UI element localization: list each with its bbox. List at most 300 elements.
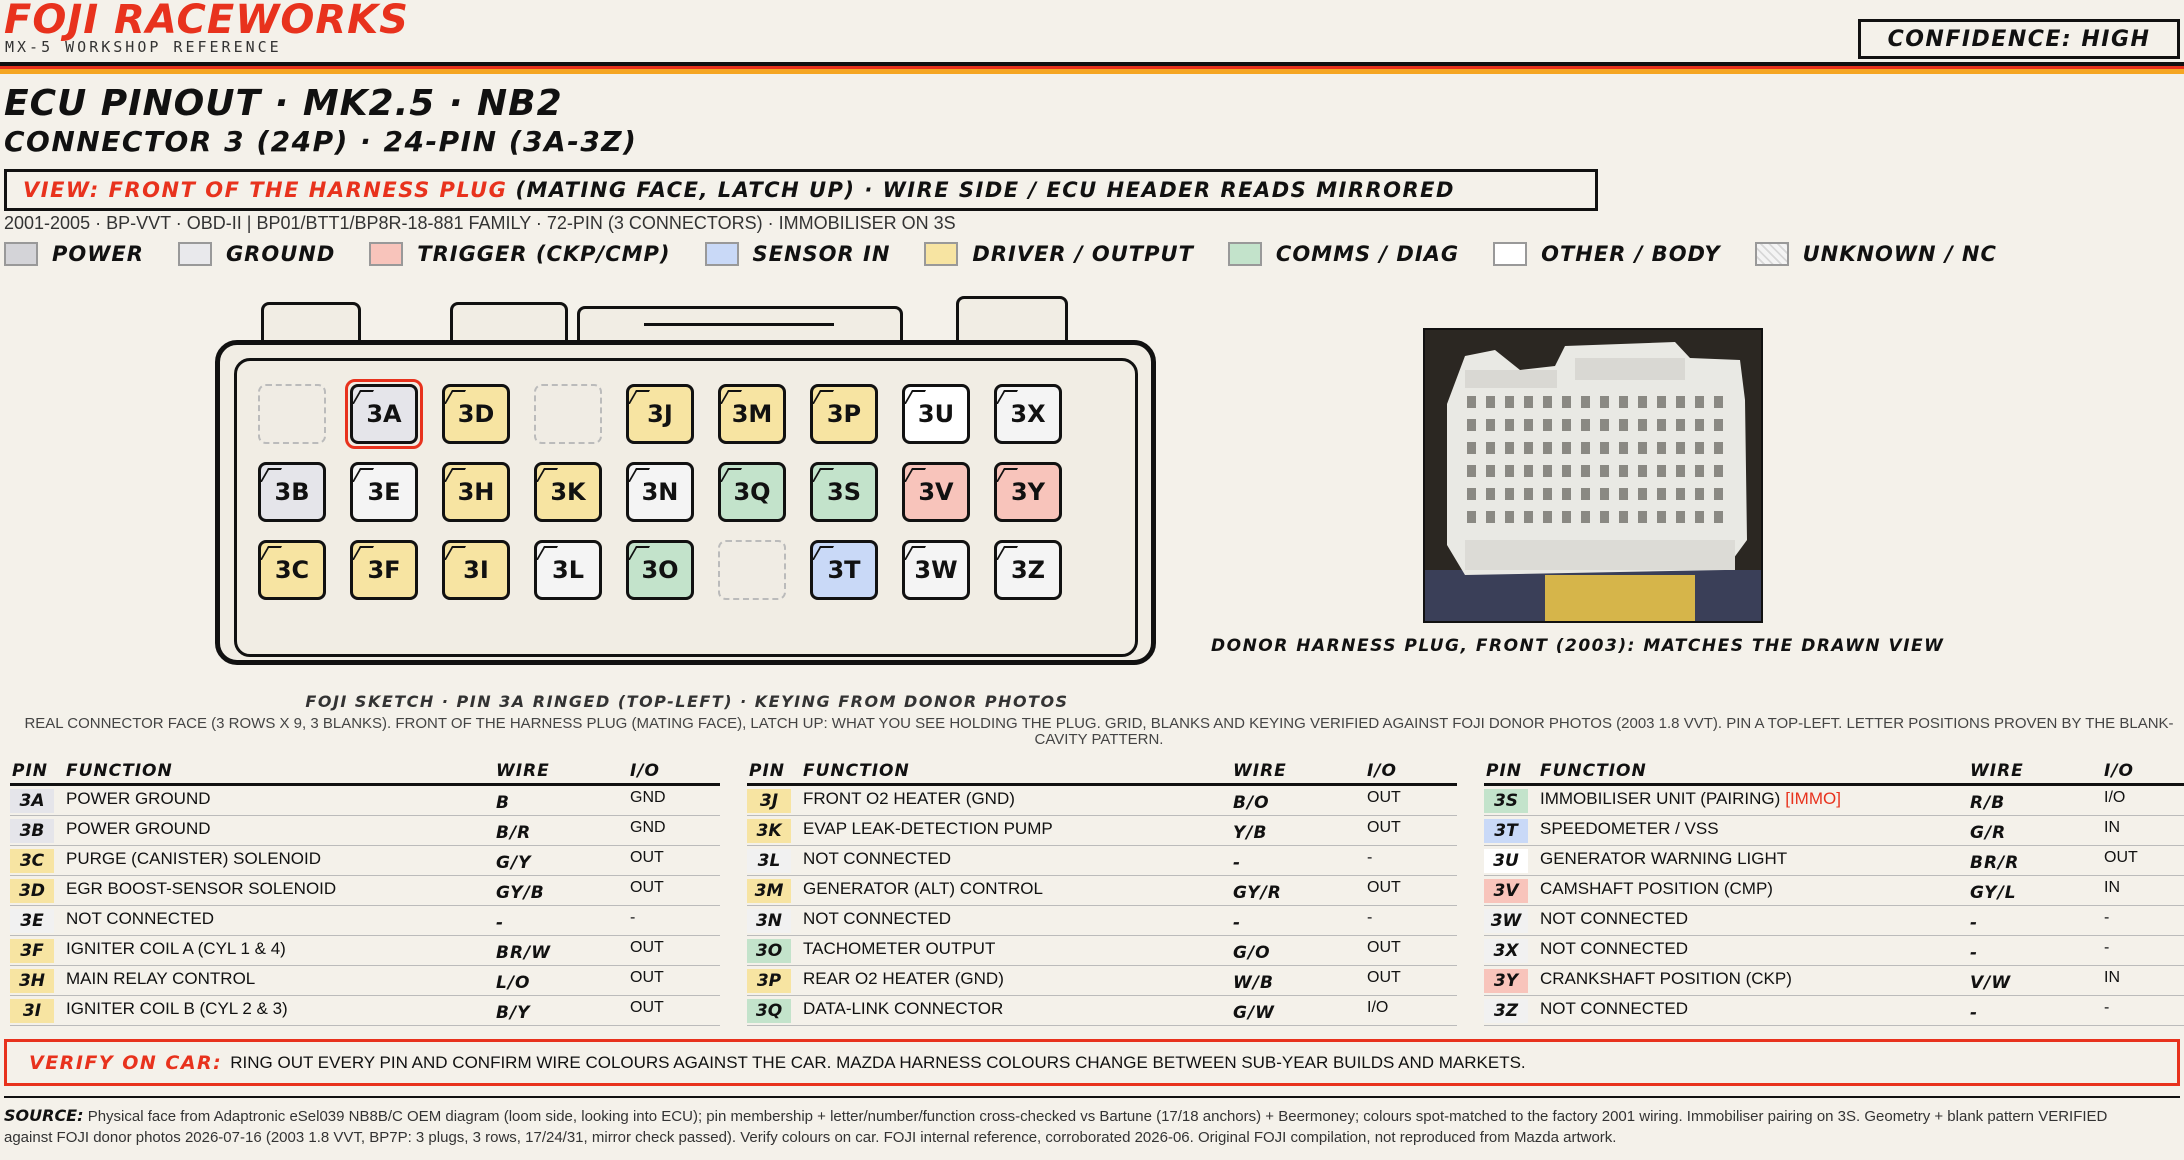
- pin-function-text: EGR BOOST-SENSOR SOLENOID: [66, 879, 337, 898]
- photo-cavity: [1581, 465, 1590, 477]
- pin-chip: 3E: [10, 909, 54, 933]
- pin-wire-colour: B/O: [1233, 793, 1270, 813]
- pin-function-text: NOT CONNECTED: [1540, 909, 1688, 928]
- photo-cavity: [1524, 511, 1533, 523]
- legend-item: [1493, 242, 1720, 266]
- table-row: [10, 786, 720, 816]
- pin-wire-colour: W/B: [1233, 973, 1274, 993]
- photo-cavity: [1657, 396, 1666, 408]
- pin-function-text: NOT CONNECTED: [803, 849, 951, 868]
- connector-pin-3t: 3T: [810, 540, 878, 600]
- table-header: [747, 756, 1457, 786]
- photo-cavity: [1657, 465, 1666, 477]
- photo-cavity: [1695, 488, 1704, 500]
- pin-chip: 3B: [10, 819, 54, 843]
- photo-cavity: [1695, 511, 1704, 523]
- pin-wire-colour: G/O: [1233, 943, 1271, 963]
- photo-cavity: [1505, 419, 1514, 431]
- photo-cavity: [1467, 488, 1476, 500]
- connector-pin-3b: 3B: [258, 462, 326, 522]
- photo-cavity: [1638, 511, 1647, 523]
- donor-plug-illustration: [1425, 330, 1763, 623]
- photo-cavity: [1524, 396, 1533, 408]
- connector-pin-3o: 3O: [626, 540, 694, 600]
- connector-pin-3w: 3W: [902, 540, 970, 600]
- connector-pin-3p: 3P: [810, 384, 878, 444]
- connector-pin-3m: 3M: [718, 384, 786, 444]
- legend-label: SENSOR IN: [752, 242, 891, 266]
- pin-io: OUT: [630, 849, 664, 866]
- pin-function: [66, 879, 336, 899]
- legend-swatch: [1755, 242, 1789, 266]
- pin-io: GND: [630, 789, 666, 806]
- pin-io: I/O: [2104, 789, 2126, 806]
- pin-function: [803, 939, 995, 959]
- legend-swatch: [369, 242, 403, 266]
- pin-io: OUT: [1367, 969, 1401, 986]
- pin-highlight-ring: [345, 379, 423, 449]
- table-row: [1484, 906, 2184, 936]
- photo-cavity: [1562, 511, 1571, 523]
- pin-wire-colour: GY/L: [1970, 883, 2017, 903]
- legend-swatch: [1493, 242, 1527, 266]
- photo-cavity: [1676, 419, 1685, 431]
- photo-cavity: [1505, 465, 1514, 477]
- connector-pin-3y: 3Y: [994, 462, 1062, 522]
- pin-function: [66, 999, 288, 1019]
- pin-io: OUT: [630, 999, 664, 1016]
- table-row: [747, 936, 1457, 966]
- pin-wire-colour: -: [1970, 943, 1979, 963]
- legend: [4, 240, 2031, 268]
- connector-pin-3s: 3S: [810, 462, 878, 522]
- pin-wire-colour: Y/B: [1233, 823, 1268, 843]
- connector-blank-cavity: [718, 540, 786, 600]
- pin-wire-colour: -: [1970, 913, 1979, 933]
- photo-cavity: [1581, 396, 1590, 408]
- connector-blank-cavity: [534, 384, 602, 444]
- pin-function: [1540, 939, 1688, 959]
- legend-swatch: [4, 242, 38, 266]
- table-row: [1484, 816, 2184, 846]
- pin-chip: 3M: [747, 879, 791, 903]
- column-header-function: FUNCTION: [1540, 761, 1647, 781]
- photo-cavity: [1695, 465, 1704, 477]
- pin-chip: 3T: [1484, 819, 1528, 843]
- pin-function-text: CRANKSHAFT POSITION (CKP): [1540, 969, 1792, 988]
- photo-cavity: [1581, 488, 1590, 500]
- table-header: [10, 756, 720, 786]
- legend-item: [1228, 242, 1459, 266]
- column-header-pin: PIN: [12, 761, 49, 781]
- legend-label: POWER: [52, 242, 144, 266]
- pin-io: OUT: [2104, 849, 2138, 866]
- column-header-io: I/O: [2104, 761, 2134, 781]
- pin-wire-colour: BR/W: [496, 943, 552, 963]
- pin-wire-colour: -: [1233, 853, 1242, 873]
- pin-chip: 3L: [747, 849, 791, 873]
- pin-function-text: PURGE (CANISTER) SOLENOID: [66, 849, 322, 868]
- pin-chip: 3K: [747, 819, 791, 843]
- pin-chip: 3J: [747, 789, 791, 813]
- source-divider: [4, 1096, 2180, 1098]
- photo-cavity: [1486, 442, 1495, 454]
- legend-swatch: [178, 242, 212, 266]
- photo-cavity: [1543, 465, 1552, 477]
- pin-function: [1540, 849, 1787, 869]
- table-row: [747, 846, 1457, 876]
- pin-wire-colour: -: [1970, 1003, 1979, 1023]
- connector-pin-3e: 3E: [350, 462, 418, 522]
- pin-chip: 3V: [1484, 879, 1528, 903]
- pin-chip: 3U: [1484, 849, 1528, 873]
- pin-function: [1540, 999, 1688, 1019]
- pin-io: GND: [630, 819, 666, 836]
- pin-io: IN: [2104, 879, 2120, 896]
- column-header-wire: WIRE: [1970, 761, 2024, 781]
- pin-function: [803, 789, 1015, 809]
- pin-io: OUT: [630, 939, 664, 956]
- table-row: [1484, 996, 2184, 1026]
- pin-table-1: [10, 756, 720, 1026]
- pin-io: -: [2104, 939, 2110, 956]
- table-row: [747, 996, 1457, 1026]
- photo-cavity: [1505, 396, 1514, 408]
- photo-cavity: [1524, 442, 1533, 454]
- pin-chip: 3W: [1484, 909, 1528, 933]
- pin-function-text: FRONT O2 HEATER (GND): [803, 789, 1015, 808]
- table-row: [1484, 846, 2184, 876]
- photo-cavity: [1467, 442, 1476, 454]
- pin-function: [1540, 969, 1792, 989]
- pin-chip: 3H: [10, 969, 54, 993]
- vehicle-meta: 2001-2005 · BP-VVT · OBD-II | BP01/BTT1/BP8R-18-881 FAMILY · 72-PIN (3 CONNECTORS) · IMMOBILISER ON 3S: [4, 213, 956, 233]
- brand-subtitle: MX-5 WORKSHOP REFERENCE: [5, 38, 282, 56]
- photo-cavity: [1505, 442, 1514, 454]
- pin-chip: 3N: [747, 909, 791, 933]
- pin-chip: 3A: [10, 789, 54, 813]
- photo-cavity: [1638, 442, 1647, 454]
- photo-cavity: [1638, 396, 1647, 408]
- pin-wire-colour: L/O: [496, 973, 531, 993]
- table-row: [10, 846, 720, 876]
- photo-cavity: [1600, 442, 1609, 454]
- photo-cavity: [1505, 511, 1514, 523]
- photo-cavity: [1486, 396, 1495, 408]
- photo-cavity: [1619, 511, 1628, 523]
- photo-cavity: [1543, 442, 1552, 454]
- pin-function-text: SPEEDOMETER / VSS: [1540, 819, 1719, 838]
- view-text: (MATING FACE, LATCH UP) · WIRE SIDE / ECU HEADER READS MIRRORED: [515, 178, 1455, 202]
- table-row: [10, 816, 720, 846]
- pin-io: -: [2104, 909, 2110, 926]
- photo-caption: DONOR HARNESS PLUG, FRONT (2003): MATCHES THE DRAWN VIEW: [1211, 636, 1945, 656]
- photo-cavity: [1657, 419, 1666, 431]
- pin-chip: 3P: [747, 969, 791, 993]
- pin-wire-colour: G/W: [1233, 1003, 1275, 1023]
- photo-cavity: [1619, 488, 1628, 500]
- pin-function-text: REAR O2 HEATER (GND): [803, 969, 1004, 988]
- view-banner: [4, 169, 1598, 211]
- photo-cavity: [1657, 511, 1666, 523]
- source-note: [4, 1106, 2154, 1148]
- photo-cavity: [1695, 419, 1704, 431]
- photo-cavity: [1676, 511, 1685, 523]
- pin-wire-colour: BR/R: [1970, 853, 2020, 873]
- pin-function-text: MAIN RELAY CONTROL: [66, 969, 256, 988]
- pin-chip: 3Y: [1484, 969, 1528, 993]
- connector-pin-3u: 3U: [902, 384, 970, 444]
- pin-function-text: GENERATOR WARNING LIGHT: [1540, 849, 1788, 868]
- photo-cavity: [1676, 442, 1685, 454]
- table-row: [747, 816, 1457, 846]
- pin-function-text: NOT CONNECTED: [66, 909, 214, 928]
- legend-label: UNKNOWN / NC: [1802, 242, 1997, 266]
- photo-cavity: [1467, 396, 1476, 408]
- pin-function: [803, 849, 951, 869]
- connector-pin-3l: 3L: [534, 540, 602, 600]
- pin-function-text: IGNITER COIL A (CYL 1 & 4): [66, 939, 286, 958]
- connector-pin-3i: 3I: [442, 540, 510, 600]
- table-row: [10, 936, 720, 966]
- page-title: ECU PINOUT · MK2.5 · NB2: [4, 83, 563, 124]
- column-header-wire: WIRE: [496, 761, 550, 781]
- pin-function: [1540, 909, 1688, 929]
- column-header-function: FUNCTION: [66, 761, 173, 781]
- photo-cavity: [1695, 396, 1704, 408]
- photo-cavity: [1600, 511, 1609, 523]
- table-row: [1484, 786, 2184, 816]
- pin-function-text: POWER GROUND: [66, 819, 211, 838]
- connector-pin-3z: 3Z: [994, 540, 1062, 600]
- photo-cavity: [1638, 419, 1647, 431]
- photo-cavity: [1676, 488, 1685, 500]
- photo-cavity: [1657, 442, 1666, 454]
- header-stripe-amber: [0, 69, 2184, 74]
- photo-cavity: [1562, 419, 1571, 431]
- pin-function: [803, 909, 951, 929]
- pin-function-text: TACHOMETER OUTPUT: [803, 939, 996, 958]
- table-row: [747, 966, 1457, 996]
- pin-chip: 3O: [747, 939, 791, 963]
- photo-cavity: [1657, 488, 1666, 500]
- pin-function: [803, 819, 1053, 839]
- pin-chip: 3C: [10, 849, 54, 873]
- pin-wire-colour: B/Y: [496, 1003, 531, 1023]
- pin-io: I/O: [1367, 999, 1389, 1016]
- connector-note: REAL CONNECTOR FACE (3 ROWS X 9, 3 BLANKS). FRONT OF THE HARNESS PLUG (MATING FACE), LATCH UP: WHAT YOU SEE HOLDING THE PLUG. GRID, BLANKS AND KEYING VERIFIED AGAINST FOJI DONOR PHOTOS (2003 1.8 VVT). PIN A TOP-LEFT. LETTER POSITIONS PROVEN BY THE BLANK-CAVITY PATTERN.: [24, 715, 2174, 748]
- table-row: [10, 906, 720, 936]
- connector-pin-3a: 3A: [350, 384, 418, 444]
- legend-item: [1755, 242, 1997, 266]
- connector-pin-3j: 3J: [626, 384, 694, 444]
- pin-function: [1540, 819, 1719, 839]
- connector-pin-3v: 3V: [902, 462, 970, 522]
- pin-table-3: [1484, 756, 2184, 1026]
- legend-item: [369, 242, 670, 266]
- pin-function-text: GENERATOR (ALT) CONTROL: [803, 879, 1043, 898]
- table-row: [1484, 876, 2184, 906]
- view-label: VIEW: FRONT OF THE HARNESS PLUG: [23, 178, 508, 202]
- photo-cavity: [1467, 465, 1476, 477]
- column-header-pin: PIN: [749, 761, 786, 781]
- photo-cavity: [1486, 511, 1495, 523]
- pin-io: IN: [2104, 969, 2120, 986]
- photo-cavity: [1543, 396, 1552, 408]
- pin-io: OUT: [630, 969, 664, 986]
- pin-wire-colour: G/R: [1970, 823, 2007, 843]
- photo-cavity: [1600, 488, 1609, 500]
- donor-plug-photo: [1423, 328, 1763, 623]
- photo-cavity: [1486, 488, 1495, 500]
- pin-wire-colour: V/W: [1970, 973, 2012, 993]
- photo-cavity: [1714, 465, 1723, 477]
- pin-chip: 3D: [10, 879, 54, 903]
- latch-bar-line: [644, 323, 834, 326]
- photo-cavity: [1562, 465, 1571, 477]
- pin-function-text: NOT CONNECTED: [803, 909, 951, 928]
- pin-wire-colour: R/B: [1970, 793, 2006, 813]
- pin-io: IN: [2104, 819, 2120, 836]
- connector-pin-3n: 3N: [626, 462, 694, 522]
- photo-cavity: [1638, 488, 1647, 500]
- table-row: [1484, 936, 2184, 966]
- column-header-function: FUNCTION: [803, 761, 910, 781]
- legend-item: [705, 242, 891, 266]
- photo-cavity: [1581, 511, 1590, 523]
- photo-cavity: [1695, 442, 1704, 454]
- verify-banner: [4, 1039, 2180, 1086]
- pin-wire-colour: G/Y: [496, 853, 532, 873]
- pin-function: [66, 849, 321, 869]
- pin-io: OUT: [1367, 819, 1401, 836]
- connector-pin-3c: 3C: [258, 540, 326, 600]
- legend-swatch: [924, 242, 958, 266]
- column-header-pin: PIN: [1486, 761, 1523, 781]
- pin-chip: 3Q: [747, 999, 791, 1023]
- pin-function: [803, 879, 1043, 899]
- photo-cavity: [1714, 396, 1723, 408]
- pin-io: -: [1367, 849, 1373, 866]
- table-header: [1484, 756, 2184, 786]
- photo-cavity: [1467, 511, 1476, 523]
- verify-label: VERIFY ON CAR:: [29, 1051, 223, 1074]
- pin-wire-colour: -: [1233, 913, 1242, 933]
- pin-chip: 3I: [10, 999, 54, 1023]
- legend-label: GROUND: [225, 242, 336, 266]
- photo-cavity: [1619, 419, 1628, 431]
- connector-pin-3k: 3K: [534, 462, 602, 522]
- photo-cavity: [1486, 465, 1495, 477]
- legend-item: [924, 242, 1193, 266]
- table-row: [10, 876, 720, 906]
- photo-cavity: [1543, 488, 1552, 500]
- photo-cavity: [1562, 442, 1571, 454]
- pin-function: [66, 939, 286, 959]
- page-subtitle: CONNECTOR 3 (24P) · 24-PIN (3A-3Z): [4, 125, 638, 158]
- source-label: SOURCE:: [4, 1106, 84, 1125]
- pin-wire-colour: B: [496, 793, 510, 813]
- pin-table-2: [747, 756, 1457, 1026]
- table-row: [747, 786, 1457, 816]
- photo-cavity: [1619, 442, 1628, 454]
- pin-wire-colour: B/R: [496, 823, 532, 843]
- sketch-caption: FOJI SKETCH · PIN 3A RINGED (TOP-LEFT) · KEYING FROM DONOR PHOTOS: [305, 692, 1069, 711]
- legend-label: OTHER / BODY: [1541, 242, 1721, 266]
- connector-pin-3q: 3Q: [718, 462, 786, 522]
- source-text: Physical face from Adaptronic eSel039 NB8B/C OEM diagram (loom side, looking into ECU); pin membership + letter/number/function cross-checked vs Bartune (17/18 anchors) + Beermoney; colours spot-matched to the factory 2001 wiring. Immobiliser pairing on 3S. Geometry + blank pattern VERIFIED against FOJI donor photos 2026-07-16 (2003 1.8 VVT, BP7P: 3 plugs, 3 rows, 17/24/31, mirror check passed). Verify colours on car. FOJI internal reference, corroborated 2026-06. Original FOJI compilation, not reproduced from Mazda artwork.: [4, 1108, 2108, 1146]
- pin-io: -: [1367, 909, 1373, 926]
- pin-wire-colour: -: [496, 913, 505, 933]
- pin-function-text: DATA-LINK CONNECTOR: [803, 999, 1004, 1018]
- legend-label: TRIGGER (CKP/CMP): [417, 242, 671, 266]
- column-header-io: I/O: [630, 761, 660, 781]
- photo-cavity: [1524, 419, 1533, 431]
- pin-function: [1540, 879, 1773, 899]
- pin-wire-colour: GY/R: [1233, 883, 1282, 903]
- photo-cavity: [1600, 465, 1609, 477]
- pin-function: [803, 969, 1004, 989]
- photo-cavity: [1581, 419, 1590, 431]
- pin-function-text: EVAP LEAK-DETECTION PUMP: [803, 819, 1053, 838]
- table-row: [747, 906, 1457, 936]
- photo-cavity: [1714, 511, 1723, 523]
- photo-cavity: [1619, 396, 1628, 408]
- photo-cavity: [1714, 442, 1723, 454]
- pin-function-text: NOT CONNECTED: [1540, 999, 1688, 1018]
- pin-function-text: IGNITER COIL B (CYL 2 & 3): [66, 999, 288, 1018]
- connector-pin-3d: 3D: [442, 384, 510, 444]
- photo-cavity: [1676, 396, 1685, 408]
- connector-pin-3h: 3H: [442, 462, 510, 522]
- pin-io: -: [630, 909, 636, 926]
- table-row: [10, 966, 720, 996]
- pin-io: OUT: [1367, 789, 1401, 806]
- pin-chip: 3Z: [1484, 999, 1528, 1023]
- pin-function-text: POWER GROUND: [66, 789, 211, 808]
- photo-cavity: [1524, 488, 1533, 500]
- legend-item: [4, 242, 144, 266]
- photo-cavity: [1543, 511, 1552, 523]
- verify-text: RING OUT EVERY PIN AND CONFIRM WIRE COLOURS AGAINST THE CAR. MAZDA HARNESS COLOURS CHANGE BETWEEN SUB-YEAR BUILDS AND MARKETS.: [230, 1052, 1526, 1072]
- table-row: [747, 876, 1457, 906]
- column-header-wire: WIRE: [1233, 761, 1287, 781]
- photo-cavity: [1562, 396, 1571, 408]
- pin-chip: 3F: [10, 939, 54, 963]
- pin-io: OUT: [1367, 939, 1401, 956]
- photo-cavity: [1676, 465, 1685, 477]
- photo-cavity: [1714, 488, 1723, 500]
- pin-function-text: CAMSHAFT POSITION (CMP): [1540, 879, 1773, 898]
- pin-function: [66, 969, 255, 989]
- legend-item: [178, 242, 335, 266]
- table-row: [1484, 966, 2184, 996]
- photo-cavity: [1543, 419, 1552, 431]
- brand-name: FOJI RACEWORKS: [4, 0, 409, 43]
- pin-io: -: [2104, 999, 2110, 1016]
- photo-cavity: [1467, 419, 1476, 431]
- photo-cavity: [1581, 442, 1590, 454]
- legend-label: DRIVER / OUTPUT: [972, 242, 1194, 266]
- immo-tag: [IMMO]: [1785, 789, 1841, 808]
- photo-cavity: [1600, 419, 1609, 431]
- pin-io: OUT: [630, 879, 664, 896]
- pin-function: [66, 909, 214, 929]
- pin-function: [1540, 789, 1841, 809]
- pin-function-text: NOT CONNECTED: [1540, 939, 1688, 958]
- legend-swatch: [705, 242, 739, 266]
- pin-chip: 3S: [1484, 789, 1528, 813]
